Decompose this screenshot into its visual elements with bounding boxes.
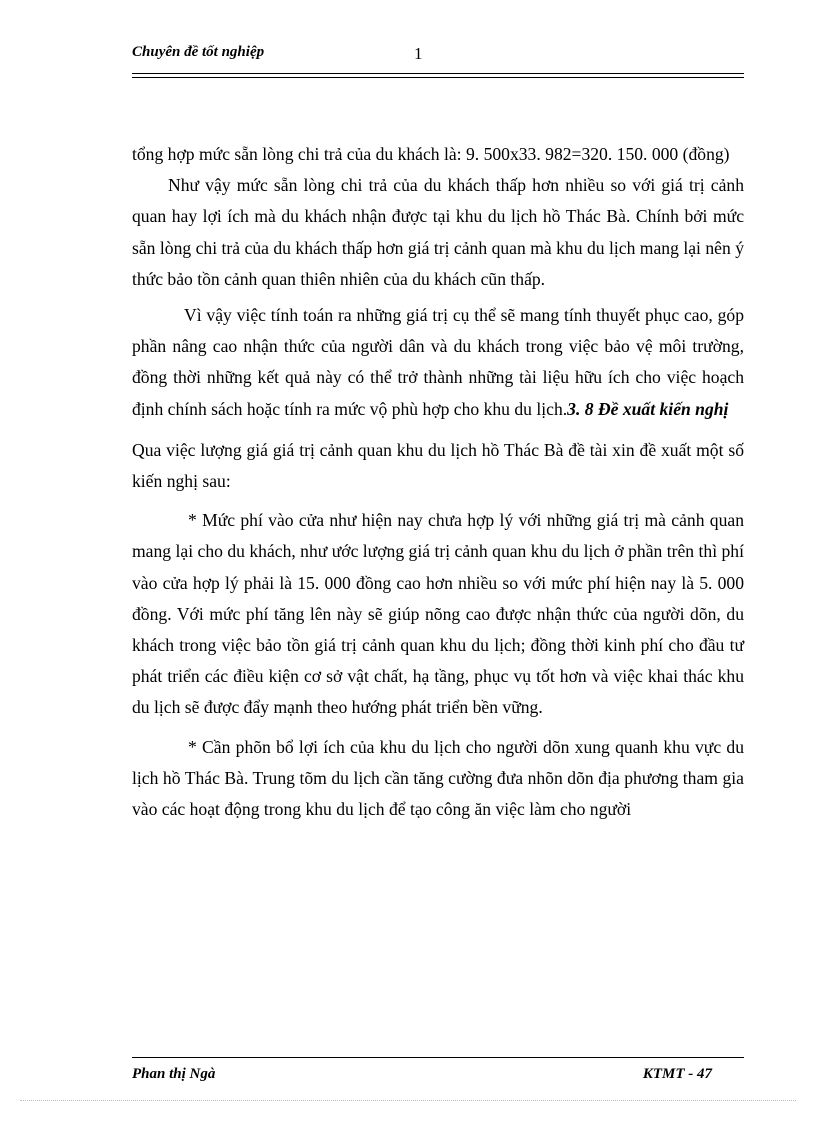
paragraph-6: * Cần phõn bổ lợi ích của khu du lịch cho người dõn xung quanh khu vực du lịch hồ Thác Bà. Trung tõm du lịch cần tăng cường đưa nhõn dõn địa phương tham gia vào các hoạt động trong khu du lịch để tạo công ăn việc làm cho người [132,736,744,820]
page-edge [20,1100,796,1101]
footer-rule [132,1057,744,1058]
header-title: Chuyên đề tốt nghiệp [132,44,265,60]
paragraph-3 [132,300,744,425]
footer-author: Phan thị Ngà [132,1066,216,1082]
paragraph-2: Như vậy mức sẵn lòng chi trả của du khách thấp hơn nhiều so với giá trị cảnh quan hay lợi ích mà du khách nhận được tại khu du lịch hồ Thác Bà. Chính bởi mức sẵn lòng chi trả của du khách thấp hơn giá trị cảnh quan mà khu du lịch mang lại nên ý thức bảo tồn cảnh quan thiên nhiên của du khách cũn thấp. [132,175,744,289]
header-rule [132,73,744,74]
page-footer [132,1066,712,1088]
document-body [132,139,744,825]
paragraph-5: * Mức phí vào cửa như hiện nay chưa hợp lý với những giá trị mà cảnh quan mang lại cho du khách, như ước lượng giá trị cảnh quan khu du lịch ở phần trên thì phí vào cửa hợp lý phải là 15. 000 đồng cao hơn nhiều so với mức phí hiện nay là 5. 000 đồng. Với mức phí tăng lên này sẽ giúp nõng cao được nhận thức của người dõn, du khách trong việc bảo tồn giá trị cảnh quan khu du lịch; đồng thời kinh phí cho đầu tư phát triển các điều kiện cơ sở vật chất, hạ tầng, phục vụ tốt hơn và việc khai thác khu du lịch sẽ được đẩy mạnh theo hướng phát triển bền vững. [132,510,744,718]
paragraph-3-text: Vì vậy việc tính toán ra những giá trị cụ thể sẽ mang tính thuyết phục cao, góp phần nâng cao nhận thức của người dân và du khách trong việc bảo vệ môi trường, đồng thời những kết quả này có thể trở thành những tài liệu hữu ích cho việc hoạch định chính sách hoặc tính ra mức vộ phù hợp cho khu du lịch. [132,305,744,419]
page-header [132,40,744,76]
paragraph-4: Qua việc lượng giá giá trị cảnh quan khu du lịch hồ Thác Bà đề tài xin đề xuất một số kiến nghị sau: [132,439,744,492]
footer-code: KTMT - 47 [642,1066,712,1082]
paragraph-1: tổng hợp mức sẵn lòng chi trả của du khách là: 9. 500x33. 982=320. 150. 000 (đồng) [132,144,730,164]
page-number: 1 [414,44,423,63]
section-heading: 3. 8 Đề xuất kiến nghị [567,398,729,419]
header-rule-thin [132,77,744,78]
